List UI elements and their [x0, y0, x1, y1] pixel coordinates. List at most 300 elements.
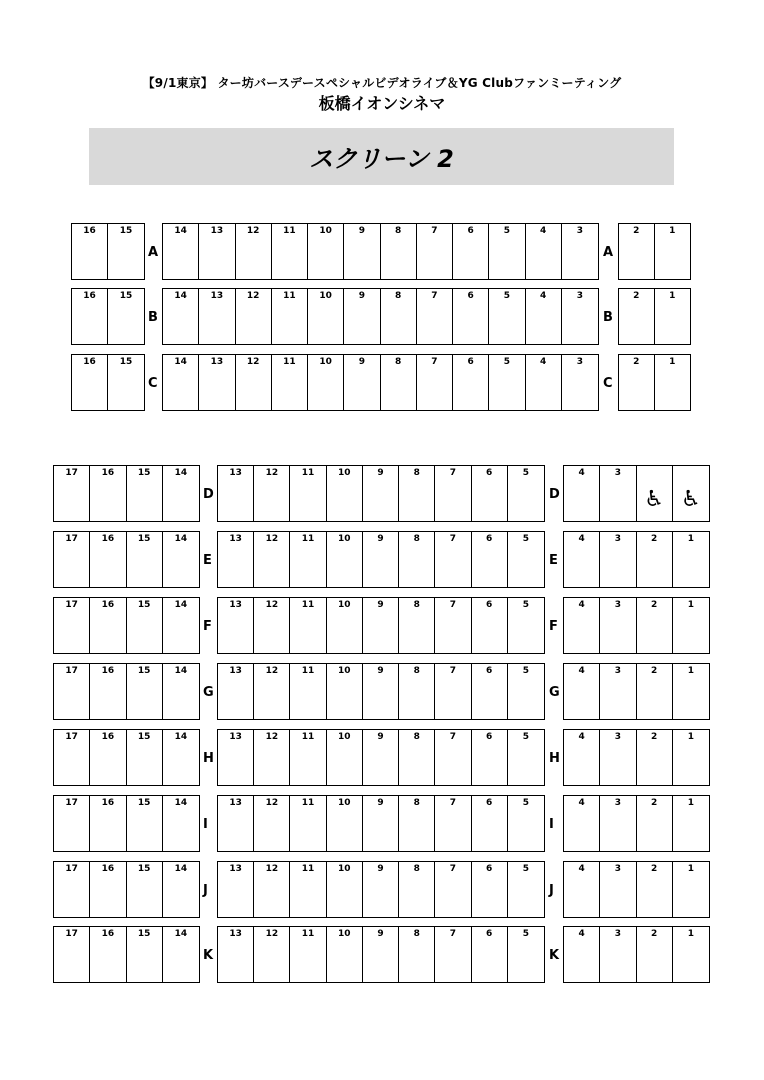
seat-number: 3: [614, 929, 621, 939]
seat-K-16[interactable]: [90, 927, 126, 982]
seat-number: 8: [413, 468, 420, 478]
seat-number: 2: [633, 291, 640, 301]
seat-C-3[interactable]: [562, 355, 598, 410]
seat-B-16[interactable]: [72, 289, 108, 344]
seat-block-right_seats: [618, 354, 691, 411]
seat-number: 12: [265, 666, 279, 676]
seat-A-12[interactable]: [236, 224, 272, 279]
seat-D-1[interactable]: [673, 466, 709, 521]
seat-A-4[interactable]: [526, 224, 562, 279]
seat-number: 2: [650, 666, 658, 676]
seat-A-10[interactable]: [308, 224, 344, 279]
seat-block-right_seats: [618, 288, 691, 345]
seat-E-17[interactable]: [54, 532, 90, 587]
seat-C-6[interactable]: [453, 355, 489, 410]
seat-B-6[interactable]: [453, 289, 489, 344]
seat-B-13[interactable]: [199, 289, 235, 344]
seat-number: 14: [174, 864, 188, 874]
row-label: E: [549, 553, 558, 568]
seat-number: 12: [246, 357, 260, 367]
seat-E-1[interactable]: [673, 532, 709, 587]
seat-A-8[interactable]: [381, 224, 417, 279]
seat-A-2[interactable]: [619, 224, 655, 279]
seat-A-14[interactable]: [163, 224, 199, 279]
seat-G-4[interactable]: [564, 664, 600, 719]
seat-I-15[interactable]: [127, 796, 163, 851]
seat-F-10[interactable]: [327, 598, 363, 653]
seat-F-4[interactable]: [564, 598, 600, 653]
seat-H-6[interactable]: [472, 730, 508, 785]
seat-number: 6: [486, 666, 493, 676]
seat-number: 14: [174, 666, 188, 676]
seat-block-right_seats: [563, 729, 710, 786]
seat-E-12[interactable]: [254, 532, 290, 587]
seat-number: 1: [687, 666, 694, 676]
row-label: C: [148, 376, 158, 391]
seat-number: 9: [377, 600, 384, 610]
seat-number: 14: [174, 534, 188, 544]
seat-K-15[interactable]: [127, 927, 163, 982]
seat-I-16[interactable]: [90, 796, 126, 851]
seat-G-11[interactable]: [290, 664, 326, 719]
seat-number: 10: [338, 798, 351, 808]
seat-A-6[interactable]: [453, 224, 489, 279]
seat-C-10[interactable]: [308, 355, 344, 410]
seat-block-left_seats: [53, 861, 200, 918]
seat-B-9[interactable]: [344, 289, 380, 344]
seat-F-9[interactable]: [363, 598, 399, 653]
seat-H-13[interactable]: [218, 730, 254, 785]
seat-number: 4: [578, 600, 585, 610]
seat-I-8[interactable]: [399, 796, 435, 851]
seat-number: 12: [246, 226, 260, 236]
seat-J-11[interactable]: [290, 862, 326, 917]
seat-D-4[interactable]: [564, 466, 600, 521]
seat-C-8[interactable]: [381, 355, 417, 410]
seat-H-15[interactable]: [127, 730, 163, 785]
seat-number: 10: [338, 864, 351, 874]
seat-J-15[interactable]: [127, 862, 163, 917]
seat-E-16[interactable]: [90, 532, 126, 587]
seat-K-7[interactable]: [435, 927, 471, 982]
seat-G-12[interactable]: [254, 664, 290, 719]
seat-I-4[interactable]: [564, 796, 600, 851]
seat-number: 6: [486, 534, 493, 544]
seat-number: 3: [576, 226, 583, 236]
seat-A-7[interactable]: [417, 224, 453, 279]
seat-D-13[interactable]: [218, 466, 254, 521]
seat-H-9[interactable]: [363, 730, 399, 785]
seat-block-center_seats: [217, 795, 545, 852]
seat-F-13[interactable]: [218, 598, 254, 653]
seat-A-11[interactable]: [272, 224, 308, 279]
seat-B-2[interactable]: [619, 289, 655, 344]
seat-number: 1: [687, 929, 694, 939]
seat-number: 8: [413, 666, 420, 676]
seat-H-2[interactable]: [637, 730, 673, 785]
seat-G-17[interactable]: [54, 664, 90, 719]
row-label: G: [203, 685, 214, 700]
seat-E-15[interactable]: [127, 532, 163, 587]
seat-number: 7: [431, 357, 438, 367]
seat-D-15[interactable]: [127, 466, 163, 521]
seat-number: 7: [431, 226, 438, 236]
seat-number: 7: [449, 468, 457, 478]
seat-I-5[interactable]: [508, 796, 544, 851]
seat-F-3[interactable]: [600, 598, 636, 653]
seat-I-7[interactable]: [435, 796, 471, 851]
seat-number: 9: [377, 534, 384, 544]
seat-C-12[interactable]: [236, 355, 272, 410]
seat-I-2[interactable]: [637, 796, 673, 851]
seat-number: 3: [614, 534, 621, 544]
seat-G-9[interactable]: [363, 664, 399, 719]
seat-J-13[interactable]: [218, 862, 254, 917]
seat-number: 9: [358, 291, 365, 301]
seat-I-6[interactable]: [472, 796, 508, 851]
seat-J-2[interactable]: [637, 862, 673, 917]
seat-B-11[interactable]: [272, 289, 308, 344]
seat-J-17[interactable]: [54, 862, 90, 917]
seat-D-11[interactable]: [290, 466, 326, 521]
seat-E-8[interactable]: [399, 532, 435, 587]
seat-number: 17: [65, 929, 78, 939]
seat-B-1[interactable]: [655, 289, 690, 344]
seat-number: 15: [119, 357, 133, 367]
seat-number: 5: [503, 226, 510, 236]
seat-number: 8: [413, 864, 420, 874]
seat-number: 6: [486, 929, 493, 939]
seat-A-9[interactable]: [344, 224, 380, 279]
seat-C-11[interactable]: [272, 355, 308, 410]
seat-A-15[interactable]: [108, 224, 144, 279]
seat-number: 11: [283, 291, 296, 301]
seat-J-7[interactable]: [435, 862, 471, 917]
seat-number: 14: [174, 798, 188, 808]
seat-number: 11: [301, 732, 315, 742]
seat-number: 17: [65, 732, 78, 742]
seat-F-15[interactable]: [127, 598, 163, 653]
seat-B-3[interactable]: [562, 289, 598, 344]
seat-J-9[interactable]: [363, 862, 399, 917]
seat-number: 17: [65, 600, 78, 610]
seat-G-15[interactable]: [127, 664, 163, 719]
screen-label: スクリーン 2: [309, 145, 454, 173]
seat-K-4[interactable]: [564, 927, 600, 982]
row-label: K: [549, 948, 560, 963]
seat-number: 12: [265, 798, 279, 808]
seat-D-3[interactable]: [600, 466, 636, 521]
seat-H-16[interactable]: [90, 730, 126, 785]
seat-H-4[interactable]: [564, 730, 600, 785]
seat-D-14[interactable]: [163, 466, 199, 521]
seat-number: 2: [650, 600, 658, 610]
seat-C-7[interactable]: [417, 355, 453, 410]
seat-number: 9: [377, 732, 384, 742]
seat-G-10[interactable]: [327, 664, 363, 719]
seat-block-right_seats: [563, 795, 710, 852]
seat-I-9[interactable]: [363, 796, 399, 851]
seat-F-17[interactable]: [54, 598, 90, 653]
seat-F-14[interactable]: [163, 598, 199, 653]
seat-number: 16: [101, 929, 115, 939]
seat-D-17[interactable]: [54, 466, 90, 521]
seat-number: 7: [431, 291, 438, 301]
seat-J-16[interactable]: [90, 862, 126, 917]
seat-G-16[interactable]: [90, 664, 126, 719]
seat-number: 10: [319, 226, 332, 236]
seat-F-16[interactable]: [90, 598, 126, 653]
seat-F-8[interactable]: [399, 598, 435, 653]
seat-K-13[interactable]: [218, 927, 254, 982]
seat-number: 17: [65, 864, 78, 874]
seat-number: 2: [650, 929, 658, 939]
seat-number: 1: [669, 226, 676, 236]
wheelchair-icon: ♿: [681, 487, 701, 512]
seat-B-4[interactable]: [526, 289, 562, 344]
seat-I-12[interactable]: [254, 796, 290, 851]
seat-number: 13: [229, 864, 242, 874]
seat-J-5[interactable]: [508, 862, 544, 917]
seat-F-2[interactable]: [637, 598, 673, 653]
seat-E-3[interactable]: [600, 532, 636, 587]
row-label: J: [549, 883, 554, 898]
seat-H-8[interactable]: [399, 730, 435, 785]
seat-I-11[interactable]: [290, 796, 326, 851]
seat-J-4[interactable]: [564, 862, 600, 917]
seat-K-9[interactable]: [363, 927, 399, 982]
seat-number: 15: [137, 600, 151, 610]
seat-number: 4: [578, 864, 585, 874]
seat-C-16[interactable]: [72, 355, 108, 410]
seat-K-14[interactable]: [163, 927, 199, 982]
seat-number: 8: [394, 291, 402, 301]
seat-E-13[interactable]: [218, 532, 254, 587]
seat-E-4[interactable]: [564, 532, 600, 587]
seat-block-center_seats: [162, 354, 599, 411]
seat-A-1[interactable]: [655, 224, 690, 279]
seat-number: 12: [265, 600, 279, 610]
seat-number: 4: [539, 291, 547, 301]
seat-number: 13: [229, 798, 242, 808]
seat-D-16[interactable]: [90, 466, 126, 521]
seat-H-3[interactable]: [600, 730, 636, 785]
seat-number: 6: [467, 291, 474, 301]
seat-I-14[interactable]: [163, 796, 199, 851]
seat-A-16[interactable]: [72, 224, 108, 279]
seat-H-17[interactable]: [54, 730, 90, 785]
seat-E-14[interactable]: [163, 532, 199, 587]
seat-C-13[interactable]: [199, 355, 235, 410]
seat-F-11[interactable]: [290, 598, 326, 653]
seat-number: 2: [650, 534, 658, 544]
seat-D-10[interactable]: [327, 466, 363, 521]
seat-number: 6: [467, 226, 474, 236]
seat-B-15[interactable]: [108, 289, 144, 344]
seat-number: 4: [578, 732, 585, 742]
seat-block-right_seats: [563, 465, 710, 522]
seat-D-9[interactable]: [363, 466, 399, 521]
seat-number: 9: [358, 357, 365, 367]
seat-number: 16: [83, 357, 96, 367]
seat-F-6[interactable]: [472, 598, 508, 653]
seat-K-17[interactable]: [54, 927, 90, 982]
seat-E-10[interactable]: [327, 532, 363, 587]
seat-D-12[interactable]: [254, 466, 290, 521]
seat-J-14[interactable]: [163, 862, 199, 917]
seat-G-2[interactable]: [637, 664, 673, 719]
screen-banner: [89, 128, 674, 185]
seat-number: 16: [101, 666, 115, 676]
seat-G-8[interactable]: [399, 664, 435, 719]
seat-J-8[interactable]: [399, 862, 435, 917]
seat-C-9[interactable]: [344, 355, 380, 410]
seat-E-11[interactable]: [290, 532, 326, 587]
seat-K-12[interactable]: [254, 927, 290, 982]
seat-number: 5: [503, 291, 510, 301]
seat-block-right_seats: [563, 531, 710, 588]
seat-number: 3: [576, 291, 583, 301]
seat-block-left_seats: [53, 663, 200, 720]
seat-E-9[interactable]: [363, 532, 399, 587]
seat-B-5[interactable]: [489, 289, 525, 344]
seat-number: 7: [449, 732, 457, 742]
seat-number: 15: [137, 732, 151, 742]
seat-B-8[interactable]: [381, 289, 417, 344]
seat-C-15[interactable]: [108, 355, 144, 410]
seat-C-5[interactable]: [489, 355, 525, 410]
seat-E-5[interactable]: [508, 532, 544, 587]
seat-block-left_seats: [53, 729, 200, 786]
seat-H-12[interactable]: [254, 730, 290, 785]
seat-I-1[interactable]: [673, 796, 709, 851]
seat-D-2[interactable]: [637, 466, 673, 521]
seat-J-12[interactable]: [254, 862, 290, 917]
seat-H-5[interactable]: [508, 730, 544, 785]
seat-F-5[interactable]: [508, 598, 544, 653]
seat-F-12[interactable]: [254, 598, 290, 653]
seat-J-3[interactable]: [600, 862, 636, 917]
seat-number: 5: [522, 666, 529, 676]
seat-I-10[interactable]: [327, 796, 363, 851]
seat-number: 7: [449, 798, 457, 808]
seat-number: 3: [576, 357, 583, 367]
seat-block-left_seats: [53, 465, 200, 522]
seat-number: 12: [265, 732, 279, 742]
seat-E-2[interactable]: [637, 532, 673, 587]
seat-number: 9: [377, 798, 384, 808]
seat-B-10[interactable]: [308, 289, 344, 344]
wheelchair-icon: ♿: [644, 487, 664, 512]
seat-B-14[interactable]: [163, 289, 199, 344]
seat-I-17[interactable]: [54, 796, 90, 851]
row-label: G: [549, 685, 560, 700]
seat-G-6[interactable]: [472, 664, 508, 719]
seat-G-5[interactable]: [508, 664, 544, 719]
seat-C-2[interactable]: [619, 355, 655, 410]
seat-number: 14: [174, 929, 188, 939]
seat-B-12[interactable]: [236, 289, 272, 344]
seat-number: 2: [633, 226, 640, 236]
seat-number: 17: [65, 534, 78, 544]
seat-A-13[interactable]: [199, 224, 235, 279]
seat-number: 6: [486, 864, 493, 874]
seat-G-7[interactable]: [435, 664, 471, 719]
seat-F-1[interactable]: [673, 598, 709, 653]
seat-J-1[interactable]: [673, 862, 709, 917]
seat-K-5[interactable]: [508, 927, 544, 982]
seat-J-6[interactable]: [472, 862, 508, 917]
seat-number: 9: [377, 864, 384, 874]
row-label: C: [603, 376, 613, 391]
seat-K-3[interactable]: [600, 927, 636, 982]
seat-D-8[interactable]: [399, 466, 435, 521]
seat-I-13[interactable]: [218, 796, 254, 851]
seat-number: 10: [338, 929, 351, 939]
seat-number: 7: [449, 864, 457, 874]
seat-block-center_seats: [217, 531, 545, 588]
row-label: I: [203, 817, 208, 832]
seat-C-14[interactable]: [163, 355, 199, 410]
seat-number: 10: [338, 600, 351, 610]
seat-number: 15: [119, 291, 133, 301]
seat-B-7[interactable]: [417, 289, 453, 344]
seat-number: 4: [539, 357, 547, 367]
row-label: K: [203, 948, 214, 963]
seat-G-14[interactable]: [163, 664, 199, 719]
seat-number: 13: [210, 291, 224, 301]
seat-H-11[interactable]: [290, 730, 326, 785]
seat-number: 4: [578, 534, 585, 544]
seat-K-11[interactable]: [290, 927, 326, 982]
seat-A-5[interactable]: [489, 224, 525, 279]
seat-C-1[interactable]: [655, 355, 690, 410]
seat-E-7[interactable]: [435, 532, 471, 587]
seat-H-7[interactable]: [435, 730, 471, 785]
seat-block-left_seats: [71, 288, 145, 345]
seat-G-1[interactable]: [673, 664, 709, 719]
seat-H-1[interactable]: [673, 730, 709, 785]
seat-K-8[interactable]: [399, 927, 435, 982]
seat-number: 8: [413, 732, 420, 742]
seat-G-3[interactable]: [600, 664, 636, 719]
seat-G-13[interactable]: [218, 664, 254, 719]
seat-I-3[interactable]: [600, 796, 636, 851]
seat-number: 6: [486, 732, 493, 742]
seat-D-7[interactable]: [435, 466, 471, 521]
seat-A-3[interactable]: [562, 224, 598, 279]
seat-H-10[interactable]: [327, 730, 363, 785]
seat-number: 4: [578, 666, 585, 676]
seat-number: 11: [301, 600, 315, 610]
seat-K-6[interactable]: [472, 927, 508, 982]
seat-number: 13: [229, 468, 242, 478]
seat-K-2[interactable]: [637, 927, 673, 982]
seat-number: 5: [522, 732, 529, 742]
seat-F-7[interactable]: [435, 598, 471, 653]
seat-number: 8: [394, 357, 402, 367]
seat-D-5[interactable]: [508, 466, 544, 521]
seat-K-10[interactable]: [327, 927, 363, 982]
seat-E-6[interactable]: [472, 532, 508, 587]
seat-number: 16: [101, 600, 115, 610]
seat-C-4[interactable]: [526, 355, 562, 410]
seat-D-6[interactable]: [472, 466, 508, 521]
seat-K-1[interactable]: [673, 927, 709, 982]
seat-H-14[interactable]: [163, 730, 199, 785]
seat-number: 5: [503, 357, 510, 367]
seat-J-10[interactable]: [327, 862, 363, 917]
